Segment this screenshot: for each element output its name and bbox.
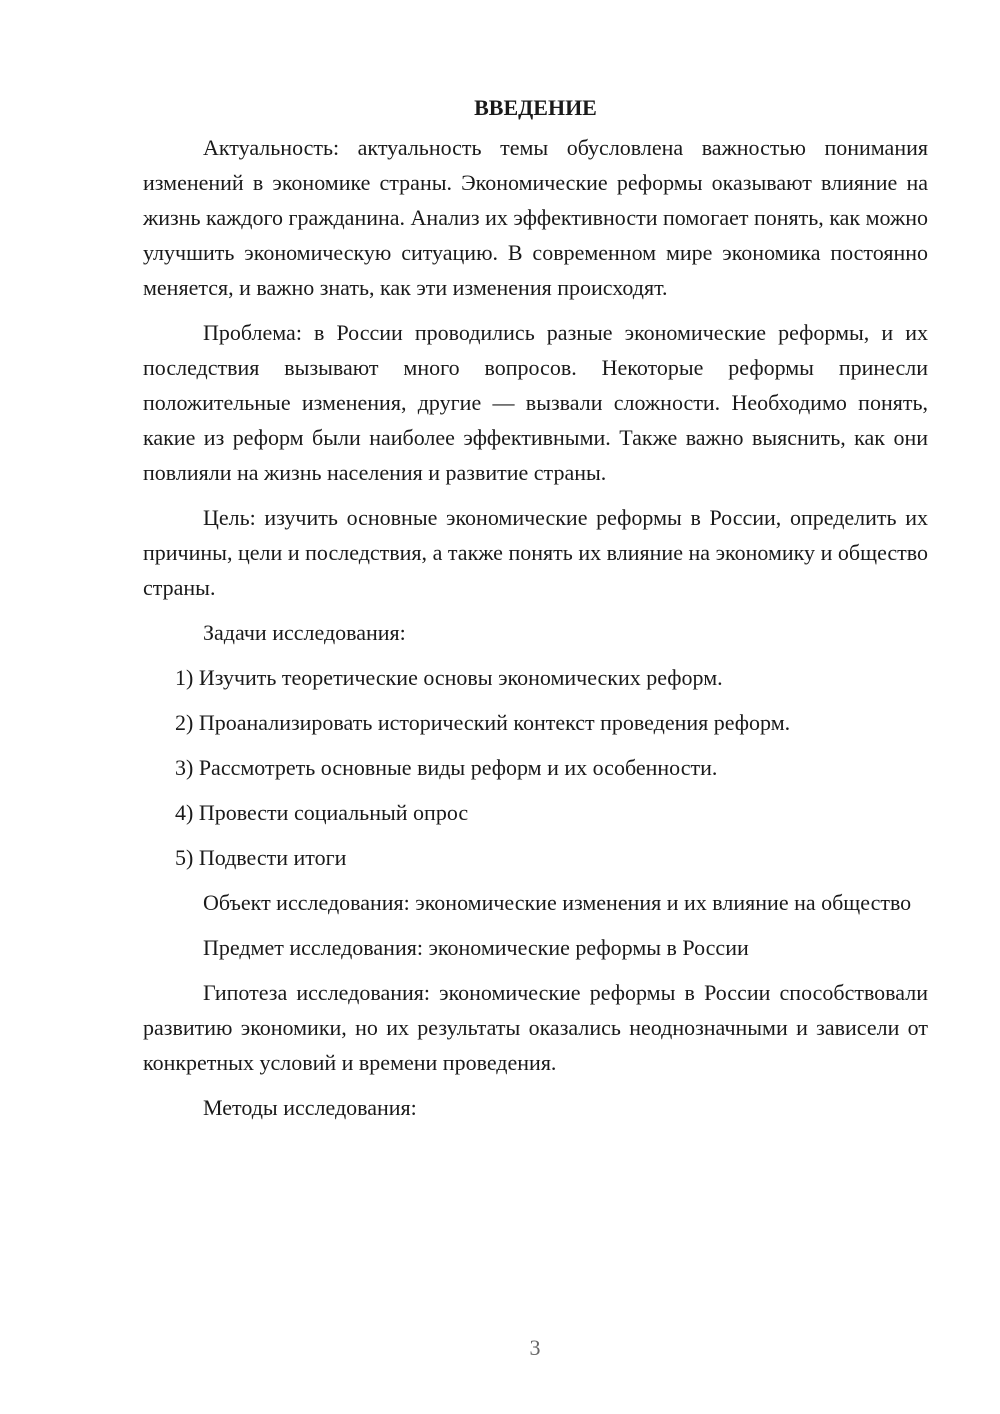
subject-paragraph: Предмет исследования: экономические реформы в России bbox=[203, 935, 749, 960]
task-item: 4) Провести социальный опрос bbox=[175, 800, 469, 825]
page-number: 3 bbox=[529, 1335, 541, 1360]
task-item: 5) Подвести итоги bbox=[175, 845, 347, 870]
section-title: ВВЕДЕНИЕ bbox=[474, 95, 597, 120]
page-content bbox=[143, 90, 928, 1135]
hypothesis-paragraph: Гипотеза исследования: экономические реформы в России способствовали развитию экономики, но их результаты оказались неоднозначными и зависели от конкретных условий и времени проведения. bbox=[143, 980, 928, 1075]
object-paragraph: Объект исследования: экономические изменения и их влияние на общество bbox=[203, 890, 912, 915]
methods-heading: Методы исследования: bbox=[203, 1095, 417, 1120]
task-item: 3) Рассмотреть основные виды реформ и их особенности. bbox=[175, 755, 718, 780]
relevance-paragraph: Актуальность: актуальность темы обусловлена важностью понимания изменений в экономике страны. Экономические реформы оказывают влияние на жизнь каждого гражданина. Анализ их эффективности помогает понять, как можно улучшить экономическую ситуацию. В современном мире экономика постоянно меняется, и важно знать, как эти изменения происходят. bbox=[143, 135, 928, 300]
task-item: 1) Изучить теоретические основы экономических реформ. bbox=[175, 665, 723, 690]
goal-paragraph: Цель: изучить основные экономические реформы в России, определить их причины, цели и последствия, а также понять их влияние на экономику и общество страны. bbox=[143, 505, 928, 600]
tasks-heading: Задачи исследования: bbox=[203, 620, 406, 645]
problem-paragraph: Проблема: в России проводились разные экономические реформы, и их последствия вызывают много вопросов. Некоторые реформы принесли положительные изменения, другие — вызвали сложности. Необходимо понять, какие из реформ были наиболее эффективными. Также важно выяснить, как они повлияли на жизнь населения и развитие страны. bbox=[143, 320, 928, 485]
task-item: 2) Проанализировать исторический контекст проведения реформ. bbox=[175, 710, 791, 735]
